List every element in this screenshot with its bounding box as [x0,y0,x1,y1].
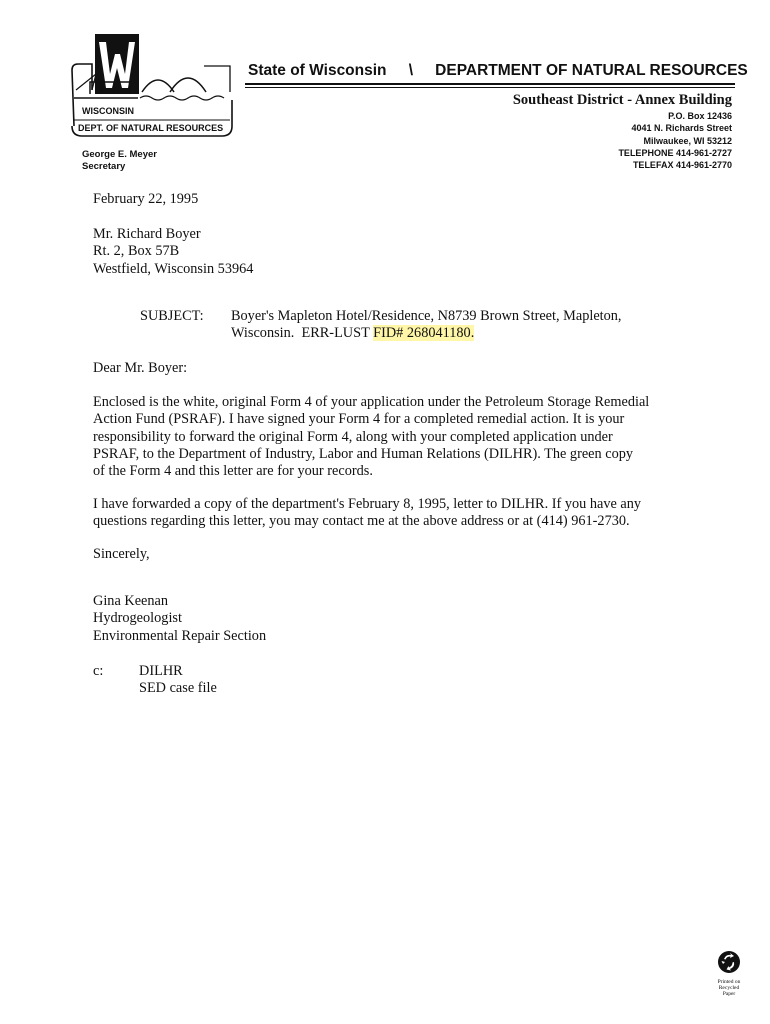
recycle-line: Paper [722,991,736,997]
signer-title: Hydrogeologist [93,610,182,627]
recipient-line: Rt. 2, Box 57B [93,243,180,260]
separator: \ [408,62,413,79]
paragraph-1 [93,394,649,480]
cc-label: c: [93,663,104,679]
department-name: DEPARTMENT OF NATURAL RESOURCES [435,62,748,79]
logo-line2: DEPT. OF NATURAL RESOURCES [78,123,224,133]
address-block [618,110,732,171]
signer-name: Gina Keenan [93,593,169,609]
secretary-name: George E. Meyer [82,149,157,160]
subject-line2-text: Wisconsin. ERR-LUST [231,325,374,342]
recycled-paper-icon [717,950,741,974]
address-line: 4041 N. Richards Street [631,123,732,134]
recipient-line: Mr. Richard Boyer [93,226,201,242]
subject-label: SUBJECT: [140,308,204,324]
salutation: Dear Mr. Boyer: [93,360,188,376]
district-name: Southeast District - Annex Building [512,92,732,108]
recycled-paper-mark [706,950,752,997]
secretary-title: Secretary [82,160,126,172]
recycle-line: Recycled [718,985,740,991]
letter-date: February 22, 1995 [93,191,199,207]
paragraph-line: of the Form 4 and this letter are for your records. [93,463,373,480]
paragraph-2 [93,496,641,531]
paragraph-line: Action Fund (PSRAF). I have signed your Form 4 for a completed remedial action. It is your [93,411,625,428]
highlighted-fid: FID# 268041180. [373,325,475,342]
wisconsin-dnr-logo-icon [62,30,238,142]
recipient-address [93,226,253,278]
cc-list [139,663,217,698]
recycle-line: Printed on [717,979,741,985]
address-line: Milwaukee, WI 53212 [643,135,732,146]
subject-line [231,325,622,342]
closing: Sincerely, [93,546,150,562]
paragraph-line: questions regarding this letter, you may contact me at the above address or at (414) 961-2730. [93,513,630,530]
header-rule [245,83,735,85]
address-line: TELEFAX 414-961-2770 [632,160,732,171]
secretary-block [82,149,157,172]
paragraph-line: responsibility to forward the original Form 4, along with your completed application under [93,428,613,445]
signer-section: Environmental Repair Section [93,627,267,644]
header-rule-thin [245,87,735,88]
dnr-logo [62,30,238,142]
paragraph-line: Enclosed is the white, original Form 4 of your application under the Petroleum Storage Remedial [93,394,650,410]
paragraph-line: I have forwarded a copy of the department's February 8, 1995, letter to DILHR. If you have any [93,496,642,512]
cc-item: DILHR [139,663,183,679]
address-line: P.O. Box 12436 [668,111,732,121]
subject-line: Boyer's Mapleton Hotel/Residence, N8739 Brown Street, Mapleton, [231,308,622,324]
address-line: TELEPHONE 414-961-2727 [618,147,732,158]
signature-block [93,593,266,645]
agency-line [248,62,748,80]
cc-item: SED case file [139,680,217,697]
recipient-line: Westfield, Wisconsin 53964 [93,260,254,277]
state-name: State of Wisconsin [248,62,387,79]
subject-text [231,308,622,343]
recycle-text [706,979,752,997]
logo-line1: WISCONSIN [82,106,135,116]
paragraph-line: PSRAF, to the Department of Industry, Labor and Human Relations (DILHR). The green copy [93,445,634,462]
